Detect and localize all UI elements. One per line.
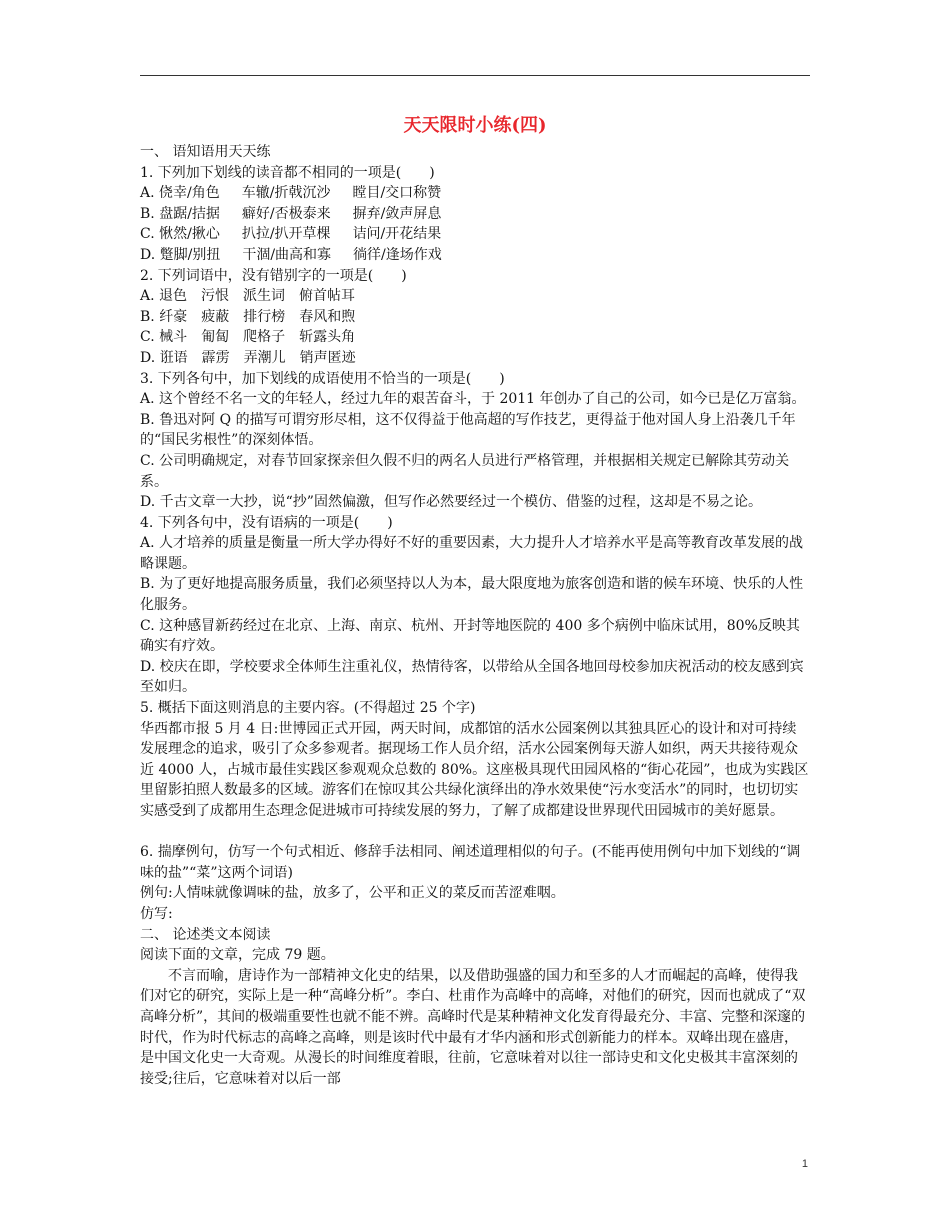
question-1-option-c: C. 愀然/揪心 扒拉/扒开草棵 诘问/开花结果 [140,226,442,243]
header-rule [140,75,810,76]
question-3-option-b: B. 鲁迅对阿 Q 的描写可谓穷形尽相，这不仅得益于他高超的写作技艺，更得益于他对国人身上沿袭几千年的“国民劣根性”的深刻体悟。 [140,411,796,449]
section-heading-1: 一、 语知语用天天练 [140,144,271,160]
question-2-option-d: D. 诳语 霹雳 弄潮儿 销声匿迹 [140,349,356,366]
question-6-imitate: 仿写: [140,905,173,922]
question-3-option-d: D. 千古文章一大抄，说“抄”固然偏激，但写作必然要经过一个模仿、借鉴的过程，这却是不易之论。 [140,494,762,511]
question-2-option-a: A. 退色 污恨 派生词 俯首帖耳 [140,288,356,305]
page-title: 天天限时小练(四) [403,115,547,136]
question-4-option-c: C. 这种感冒新药经过在北京、上海、南京、杭州、开封等地医院的 400 多个病例中临床试用，80%反映其确实有疗效。 [140,617,800,655]
question-1-option-a: A. 侥幸/角色 车辙/折戟沉沙 瞠目/交口称赞 [140,185,442,202]
question-4-option-a: A. 人才培养的质量是衡量一所大学办得好不好的重要因素，大力提升人才培养水平是高等教育改革发展的战略课题。 [140,535,804,572]
question-2-stem: 2. 下列词语中，没有错别字的一项是( ) [140,267,407,284]
document-body [140,112,810,1089]
spacer [140,822,810,843]
question-2-option-c: C. 械斗 匍匐 爬格子 斩露头角 [140,329,356,346]
question-4-stem: 4. 下列各句中，没有语病的一项是( ) [140,514,393,531]
question-4-option-b: B. 为了更好地提高服务质量，我们必须坚持以人为本，最大限度地为旅客创造和谐的候车环境、快乐的人性化服务。 [140,576,804,614]
question-3-option-a: A. 这个曾经不名一文的年轻人，经过九年的艰苦奋斗，于 2011 年创办了自己的公司，如今已是亿万富翁。 [140,391,806,408]
reading-paragraph: 不言而喻，唐诗作为一部精神文化史的结果，以及借助强盛的国力和至多的人才而崛起的高峰，使得我们对它的研究，实际上是一种“高峰分析”。李白、杜甫作为高峰中的高峰，对他们的研究，因而也就成了“双高峰分析”，其间的极端重要性也就不能不辨。高峰时代是某种精神文化发育得最充分、丰富、完整和深邃的时代，作为时代标志的高峰之高峰，则是该时代中最有才华内涵和形式创新能力的样本。双峰出现在盛唐，是中国文化史一大奇观。从漫长的时间维度着眼，往前，它意味着对以往一部诗史和文化史极其丰富深刻的接受;往后，它意味着对以后一部 [140,967,806,1087]
question-1-option-b: B. 盘踞/拮据 癖好/否极泰来 摒弃/敛声屏息 [140,205,442,222]
page-number: 1 [801,1158,808,1170]
section-heading-2: 二、 论述类文本阅读 [140,926,271,943]
question-1-option-d: D. 蹩脚/别扭 干涸/曲高和寡 徜徉/逢场作戏 [140,246,442,263]
reading-intro: 阅读下面的文章，完成 79 题。 [140,947,335,964]
question-4-option-d: D. 校庆在即，学校要求全体师生注重礼仪，热情待客，以带给从全国各地回母校参加庆祝活动的校友感到宾至如归。 [140,658,804,696]
question-6-example: 例句:人情味就像调味的盐，放多了，公平和正义的菜反而苦涩难咽。 [140,885,565,902]
question-3-option-c: C. 公司明确规定，对春节回家探亲但久假不归的两名人员进行严格管理，并根据相关规定已解除其劳动关系。 [140,452,790,490]
question-5-text: 华西都市报 5 月 4 日:世博园正式开园，两天时间，成都馆的活水公园案例以其独具匠心的设计和对可持续发展理念的追求，吸引了众多参观者。据现场工作人员介绍，活水公园案例每天游人如织，两天共接待观众近 4000 人，占城市最佳实践区参观观众总数的 80%。这座极具现代田园风格的“街心花园”，也成为实践区里留影拍照人数最多的区域。游客们在惊叹其公共绿化演绎出的净水效果使“污水变活水”的同时，也切切实实感受到了成都用生态理念促进城市可持续发展的努力，了解了成都建设世界现代田园城市的美好愿景。 [140,720,809,819]
question-5-stem: 5. 概括下面这则消息的主要内容。(不得超过 25 个字) [140,700,476,717]
question-6-stem: 6. 揣摩例句，仿写一个句式相近、修辞手法相同、阐述道理相似的句子。(不能再使用例句中加下划线的“调味的盐”“菜”这两个词语) [140,844,801,881]
question-2-option-b: B. 纤豪 疲蔽 排行榜 春风和煦 [140,308,356,325]
question-3-stem: 3. 下列各句中，加下划线的成语使用不恰当的一项是( ) [140,370,505,387]
question-1-stem: 1. 下列加下划线的读音都不相同的一项是( ) [140,164,435,181]
